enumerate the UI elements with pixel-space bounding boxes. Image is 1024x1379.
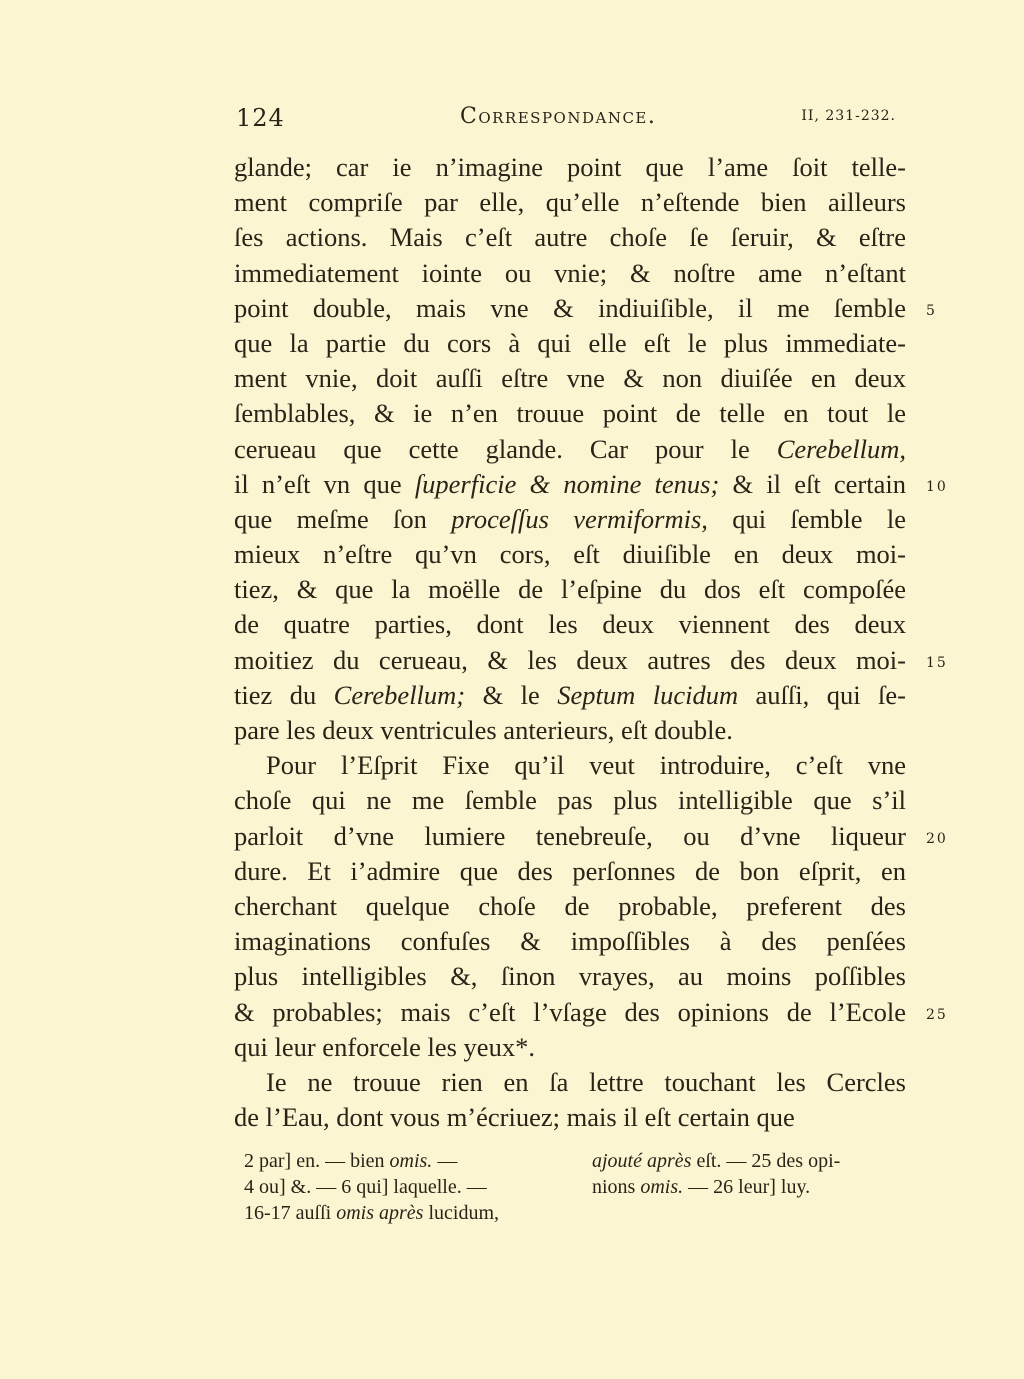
line-number: 25	[926, 1006, 948, 1023]
text-line	[234, 256, 906, 291]
footnote-line	[592, 1148, 914, 1174]
footnotes-column-2	[592, 1148, 914, 1200]
italic-text: Cerebellum;	[333, 679, 466, 710]
footnote-line	[592, 1174, 914, 1200]
italic-text: omis.	[389, 1150, 433, 1172]
text-line	[234, 678, 906, 713]
text-run: choſe qui ne me ſemble pas plus intelligible que s’il	[234, 785, 906, 816]
running-title: Correspondance.	[460, 104, 657, 129]
text-run: mieux n’eſtre qu’vn cors, eſt diuiſible en deux moi-	[234, 539, 906, 570]
text-line	[234, 783, 906, 818]
italic-text: proceſſus vermiformis,	[451, 503, 708, 534]
text-run: ment vnie, doit auſſi eſtre vne & non diuiſée en deux	[234, 363, 906, 394]
text-line	[234, 995, 906, 1030]
text-run: glande; car ie n’imagine point que l’ame ſoit telle-	[234, 152, 906, 182]
text-run: imaginations confuſes & impoſſibles à des penſées	[234, 926, 906, 957]
text-run: qui ſemble le	[707, 503, 906, 534]
text-run: & il eſt certain	[719, 468, 906, 499]
text-run: Ie ne trouue rien en ſa lettre touchant les Cercles	[266, 1066, 906, 1097]
footnote-line	[244, 1200, 564, 1226]
text-line	[234, 748, 906, 783]
text-run: eſt. — 25 des opi-	[691, 1150, 841, 1172]
text-line	[234, 150, 906, 185]
text-run: ment compriſe par elle, qu’elle n’eſtende bien ailleurs	[234, 187, 906, 218]
italic-text: omis.	[640, 1176, 684, 1198]
text-run: point double, mais vne & indiuiſible, il me ſemble	[234, 292, 906, 323]
text-line	[234, 396, 906, 431]
text-run: parloit d’vne lumiere tenebreuſe, ou d’vne liqueur	[234, 820, 906, 851]
italic-text: ajouté après	[592, 1150, 692, 1172]
text-line	[234, 467, 906, 502]
text-run: qui leur enforcele les yeux*.	[234, 1031, 535, 1062]
text-run: que la partie du cors à qui elle eſt le plus immediate-	[234, 327, 906, 358]
italic-text: Cerebellum,	[776, 433, 906, 464]
text-line	[234, 607, 906, 642]
text-run: & probables; mais c’eſt l’vſage des opinions de l’Ecole	[234, 996, 906, 1027]
text-line	[234, 1065, 906, 1100]
text-line	[234, 537, 906, 572]
text-line	[234, 924, 906, 959]
text-run: lucidum,	[423, 1202, 499, 1224]
text-line	[234, 854, 906, 889]
text-line	[234, 572, 906, 607]
text-run: ſemblables, & ie n’en trouue point de telle en tout le	[234, 398, 906, 429]
text-line	[234, 502, 906, 537]
page-number: 124	[236, 104, 285, 132]
text-line	[234, 713, 906, 748]
footnotes-column-1	[244, 1148, 564, 1226]
text-run: dure. Et i’admire que des perſonnes de bon eſprit, en	[234, 855, 906, 886]
text-run: & le	[465, 679, 558, 710]
line-number: 10	[926, 478, 948, 495]
italic-text: omis après	[336, 1202, 424, 1224]
main-text	[234, 150, 906, 1135]
text-run: Pour l’Eſprit Fixe qu’il veut introduire, c’eſt vne	[266, 750, 906, 781]
text-run: cerueau que cette glande. Car pour le	[234, 433, 777, 464]
line-number: 5	[926, 302, 937, 319]
text-run: de quatre parties, dont les deux viennent des deux	[234, 609, 906, 640]
text-run: tiez, & que la moëlle de l’eſpine du dos eſt compoſée	[234, 574, 906, 605]
text-line	[234, 185, 906, 220]
italic-text: ſuperficie & nomine tenus;	[414, 468, 720, 499]
text-run: ſes actions. Mais c’eſt autre choſe ſe ſeruir, & eſtre	[234, 222, 906, 253]
text-run: —	[432, 1150, 458, 1172]
text-run: nions	[592, 1176, 641, 1198]
footnote-line	[244, 1174, 564, 1200]
text-line	[234, 326, 906, 361]
text-run: pare les deux ventricules anterieurs, eſt double.	[234, 715, 733, 745]
text-run: cherchant quelque choſe de probable, preferent des	[234, 890, 906, 921]
text-line	[234, 291, 906, 326]
text-line	[234, 889, 906, 924]
page-header	[236, 104, 896, 134]
text-line	[234, 1030, 906, 1065]
line-number: 15	[926, 654, 948, 671]
footnote-line	[244, 1148, 564, 1174]
text-line	[234, 959, 906, 994]
text-line	[234, 220, 906, 255]
text-run: de l’Eau, dont vous m’écriuez; mais il eſt certain que	[234, 1102, 795, 1133]
text-run: que meſme ſon	[234, 503, 452, 534]
text-run: immediatement iointe ou vnie; & noſtre ame n’eſtant	[234, 257, 906, 288]
text-run: il n’eſt vn que	[234, 468, 415, 499]
text-line	[234, 819, 906, 854]
text-run: plus intelligibles &, ſinon vrayes, au moins poſſibles	[234, 961, 906, 992]
text-run: moitiez du cerueau, & les deux autres des deux moi-	[234, 644, 906, 675]
text-line	[234, 361, 906, 396]
page-reference: II, 231-232.	[801, 108, 896, 124]
text-line	[234, 1100, 906, 1135]
text-run: auſſi, qui ſe-	[738, 679, 906, 710]
text-line	[234, 643, 906, 678]
text-run: 4 ou] &. — 6 qui] laquelle. —	[244, 1176, 487, 1198]
text-run: tiez du	[234, 679, 334, 710]
italic-text: Septum lucidum	[557, 679, 739, 710]
text-line	[234, 432, 906, 467]
text-run: 2 par] en. — bien	[244, 1150, 390, 1172]
line-number: 20	[926, 830, 948, 847]
text-run: — 26 leur] luy.	[683, 1176, 811, 1198]
text-run: 16-17 auſſi	[244, 1202, 337, 1224]
